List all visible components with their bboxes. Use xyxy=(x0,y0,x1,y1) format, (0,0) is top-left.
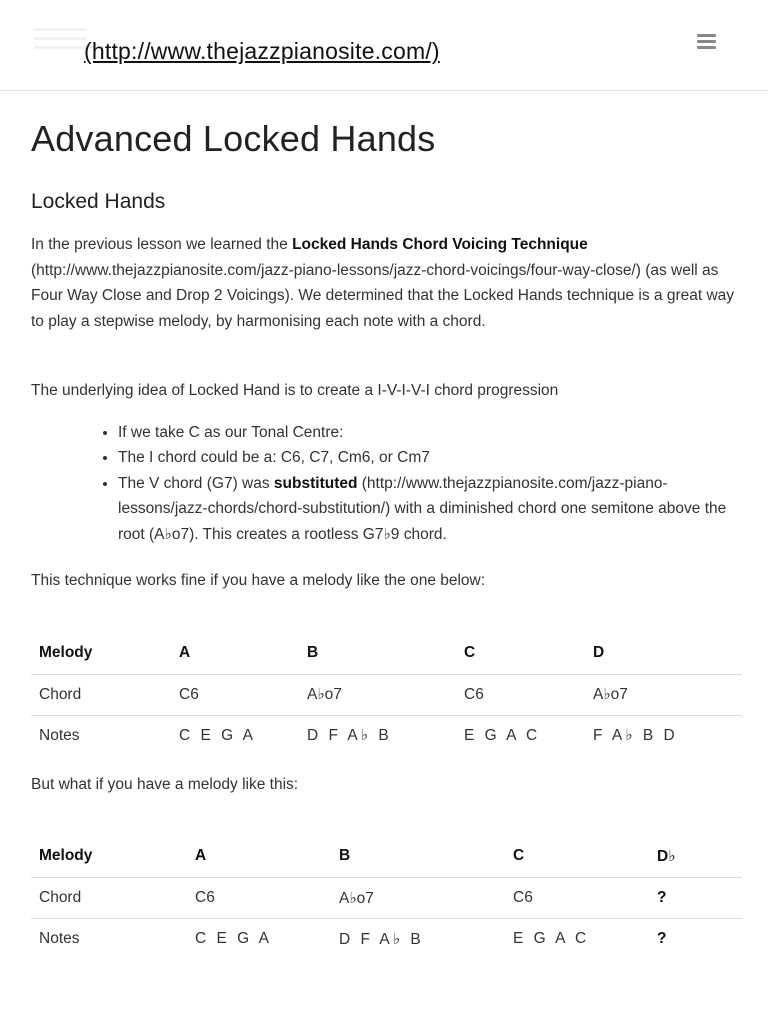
table-cell: Notes xyxy=(31,715,171,756)
table-cell: C E G A xyxy=(187,919,331,960)
table-header-cell: D♭ xyxy=(657,847,676,865)
locked-hands-lesson-link[interactable]: Locked Hands Chord Voicing Technique xyxy=(292,236,588,253)
substituted-link[interactable]: substituted xyxy=(273,474,358,492)
list-item: • If we take C as our Tonal Centre: xyxy=(118,420,741,446)
table-cell: D F A♭ B xyxy=(299,715,456,756)
intro-text-post: (as well as Four Way Close and Drop 2 Voicings). We determined that the Locked Hands technique is a great way to play a stepwise melody, by harmonising each note with a chord. xyxy=(31,261,735,330)
table-header-cell: A xyxy=(195,847,207,864)
table-cell: Chord xyxy=(31,878,187,919)
table-cell: Chord xyxy=(31,674,171,715)
table-header-cell: Melody xyxy=(39,643,93,661)
table-cell: Notes xyxy=(31,919,187,960)
table-cell: A♭o7 xyxy=(331,878,505,919)
table-cell: E G A C xyxy=(505,919,649,960)
table-cell: C6 xyxy=(505,878,649,919)
article-content xyxy=(31,118,741,959)
table-header-cell: C xyxy=(464,643,476,661)
table-header-row xyxy=(31,835,742,878)
melody-question-paragraph: But what if you have a melody like this: xyxy=(31,775,299,793)
locked-hands-lesson-url[interactable]: (http://www.thejazzpianosite.com/jazz-piano-lessons/jazz-chord-voicings/four-way-close/) xyxy=(31,261,641,279)
table-cell: ? xyxy=(649,878,742,919)
table-cell: C6 xyxy=(171,674,299,715)
table-header-cell: B xyxy=(307,643,319,661)
melody-table-1 xyxy=(31,632,742,756)
melody-table-2 xyxy=(31,835,742,959)
table-header-row xyxy=(31,632,742,675)
intro-paragraph xyxy=(31,232,741,334)
list-item xyxy=(118,471,741,548)
table-cell: C6 xyxy=(187,878,331,919)
table-cell: A♭o7 xyxy=(585,674,742,715)
table-header-cell: B xyxy=(339,847,351,864)
site-header xyxy=(0,0,768,91)
table-row xyxy=(31,919,742,960)
table-cell: D F A♭ B xyxy=(331,919,505,960)
table-row xyxy=(31,715,742,756)
table-cell: E G A C xyxy=(456,715,585,756)
idea-bullet-list xyxy=(31,420,741,548)
chord-substitution-url[interactable]: (http://www.thejazzpianosite.com/jazz-piano-lessons/jazz-chords/chord-substitution/) xyxy=(118,474,668,517)
table-header-cell: A xyxy=(179,643,191,661)
bullet-text-pre: The V chord (G7) was xyxy=(118,474,274,492)
idea-paragraph: The underlying idea of Locked Hand is to create a I-V-I-V-I chord progression xyxy=(31,382,559,399)
table-cell: A♭o7 xyxy=(299,674,456,715)
table-cell: ? xyxy=(649,919,742,960)
intro-text-pre: In the previous lesson we learned the xyxy=(31,236,293,253)
table-header-cell: Melody xyxy=(39,847,93,864)
table-cell: F A♭ B D xyxy=(585,715,742,756)
bullet-text-post: with a diminished chord one semitone above the root (A♭o7). This creates a rootless G7♭9 chord. xyxy=(118,500,727,543)
table-header-cell: D xyxy=(593,643,605,661)
table-cell: C6 xyxy=(456,674,585,715)
home-link[interactable]: (http://www.thejazzpianosite.com/) xyxy=(84,38,440,64)
hamburger-menu-icon[interactable] xyxy=(697,34,716,49)
section-heading: Locked Hands xyxy=(31,190,166,213)
melody-intro-paragraph: This technique works fine if you have a melody like the one below: xyxy=(31,572,486,589)
site-logo[interactable] xyxy=(34,22,86,60)
table-header-cell: C xyxy=(513,847,525,864)
list-item: • The I chord could be a: C6, C7, Cm6, or Cm7 xyxy=(118,445,741,471)
table-row xyxy=(31,674,742,715)
table-row xyxy=(31,878,742,919)
table-cell: C E G A xyxy=(171,715,299,756)
page-title: Advanced Locked Hands xyxy=(31,118,436,159)
